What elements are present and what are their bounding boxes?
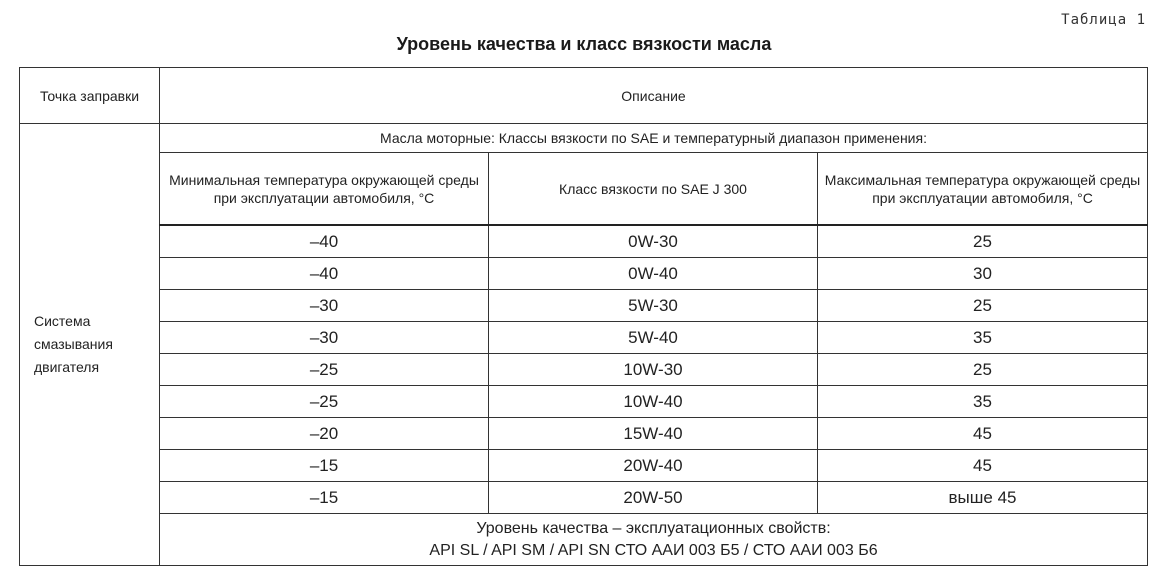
table-row — [20, 258, 1148, 290]
header-row — [20, 68, 1148, 124]
max-temp-cell: 45 — [818, 450, 1148, 482]
max-temp-cell: 45 — [818, 418, 1148, 450]
min-temp-cell: –25 — [160, 386, 489, 418]
table-row — [20, 225, 1148, 258]
sae-class-cell: 20W-40 — [489, 450, 818, 482]
column-header-max-temp: Максимальная температура окружающей среды при эксплуатации автомобиля, °С — [818, 153, 1148, 226]
table-row — [20, 290, 1148, 322]
sae-class-cell: 5W-40 — [489, 322, 818, 354]
column-header-min-temp: Минимальная температура окружающей среды при эксплуатации автомобиля, °С — [160, 153, 489, 226]
min-temp-cell: –40 — [160, 225, 489, 258]
table-row — [20, 418, 1148, 450]
quality-level-cell — [160, 514, 1148, 566]
table-row — [20, 322, 1148, 354]
table-number-label: Таблица 1 — [1061, 12, 1146, 28]
header-point-cell: Точка заправки — [20, 68, 160, 124]
quality-level-label: Уровень качества – эксплуатационных свойств: — [476, 519, 831, 537]
subheader-row — [20, 124, 1148, 153]
system-label-cell: Система смазывания двигателя — [20, 124, 160, 566]
min-temp-cell: –30 — [160, 290, 489, 322]
max-temp-cell: 35 — [818, 386, 1148, 418]
min-temp-cell: –15 — [160, 482, 489, 514]
table-row — [20, 450, 1148, 482]
max-temp-cell: 25 — [818, 290, 1148, 322]
quality-level-standards: API SL / API SM / API SN СТО ААИ 003 Б5 / СТО ААИ 003 Б6 — [429, 541, 878, 559]
min-temp-cell: –25 — [160, 354, 489, 386]
page-title: Уровень качества и класс вязкости масла — [396, 34, 772, 54]
table-row — [20, 354, 1148, 386]
sae-class-cell: 5W-30 — [489, 290, 818, 322]
min-temp-cell: –20 — [160, 418, 489, 450]
sae-class-cell: 10W-40 — [489, 386, 818, 418]
column-header-viscosity: Класс вязкости по SAE J 300 — [489, 153, 818, 226]
sae-class-cell: 0W-30 — [489, 225, 818, 258]
max-temp-cell: 25 — [818, 225, 1148, 258]
sae-class-cell: 15W-40 — [489, 418, 818, 450]
max-temp-cell: 35 — [818, 322, 1148, 354]
header-description-cell: Описание — [160, 68, 1148, 124]
max-temp-cell: 25 — [818, 354, 1148, 386]
max-temp-cell: выше 45 — [818, 482, 1148, 514]
oil-spec-table — [19, 67, 1148, 566]
quality-level-row — [20, 514, 1148, 566]
min-temp-cell: –15 — [160, 450, 489, 482]
column-header-row — [20, 153, 1148, 226]
sae-class-cell: 10W-30 — [489, 354, 818, 386]
table-row — [20, 482, 1148, 514]
min-temp-cell: –40 — [160, 258, 489, 290]
min-temp-cell: –30 — [160, 322, 489, 354]
subheader-cell: Масла моторные: Классы вязкости по SAE и температурный диапазон применения: — [160, 124, 1148, 153]
sae-class-cell: 0W-40 — [489, 258, 818, 290]
max-temp-cell: 30 — [818, 258, 1148, 290]
table-row — [20, 386, 1148, 418]
sae-class-cell: 20W-50 — [489, 482, 818, 514]
